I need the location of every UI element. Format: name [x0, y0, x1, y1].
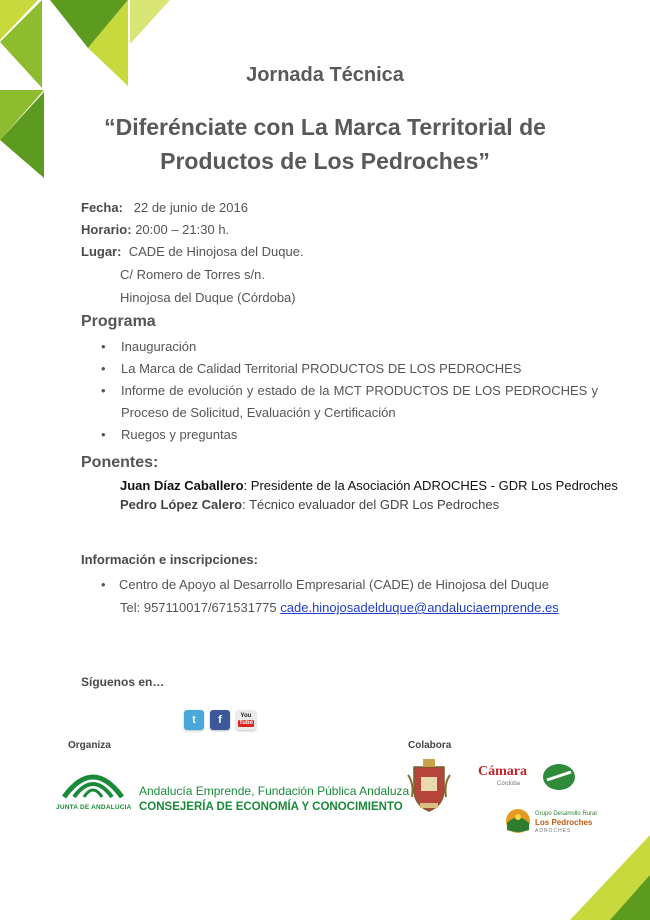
lugar-city: Hinojosa del Duque (Córdoba) — [120, 290, 296, 305]
lugar-address: C/ Romero de Torres s/n. — [120, 267, 265, 282]
informacion-list — [81, 574, 598, 596]
siguenos-label: Síguenos en… — [81, 675, 165, 689]
speaker-1-role: : Presidente de la Asociación ADROCHES - GDR Los Pedroches — [243, 478, 618, 493]
youtube-icon[interactable]: You Tube — [236, 710, 256, 730]
organiza-line-2: CONSEJERÍA DE ECONOMÍA Y CONOCIMIENTO — [139, 801, 403, 813]
fecha-row — [81, 200, 248, 215]
lugar-value: CADE de Hinojosa del Duque. — [128, 244, 304, 259]
speaker-1 — [120, 478, 618, 493]
organiza-line-1: Andalucía Emprende, Fundación Pública Andaluza — [139, 784, 410, 798]
junta-text: JUNTA DE ANDALUCIA — [56, 804, 132, 811]
junta-andalucia-logo — [60, 765, 126, 805]
contact-row — [120, 600, 559, 615]
lugar-label: Lugar: — [81, 244, 122, 259]
programa-item: • Inauguración — [81, 336, 598, 358]
horario-row — [81, 222, 229, 237]
informacion-heading: Información e inscripciones: — [81, 552, 258, 567]
fecha-value: 22 de junio de 2016 — [133, 200, 248, 215]
twitter-icon[interactable]: t — [184, 710, 204, 730]
green-badge-logo — [541, 762, 577, 792]
programa-list — [81, 336, 598, 446]
gdr-line-3: ADROCHES — [535, 828, 572, 834]
facebook-icon[interactable]: f — [210, 710, 230, 730]
programa-item: • Ruegos y preguntas — [81, 424, 598, 446]
camara-subtitle: Córdoba — [497, 781, 521, 787]
ponentes-heading: Ponentes: — [81, 454, 159, 471]
gdr-los-pedroches-logo — [504, 808, 532, 834]
speaker-2-role: : Técnico evaluador del GDR Los Pedroches — [242, 497, 500, 512]
social-links — [184, 710, 256, 730]
coat-of-arms-logo — [406, 757, 452, 813]
programa-heading: Programa — [81, 313, 156, 330]
organiza-label: Organiza — [68, 740, 111, 751]
subtitle-line-1: “Diferénciate con La Marca Territorial de — [104, 114, 546, 140]
horario-value: 20:00 – 21:30 h. — [135, 222, 230, 237]
colabora-label: Colabora — [408, 740, 452, 751]
email-link[interactable]: cade.hinojosadelduque@andaluciaemprende.es — [280, 600, 559, 615]
decorative-triangles-bottom — [560, 835, 650, 920]
informacion-item: • Centro de Apoyo al Desarrollo Empresarial (CADE) de Hinojosa del Duque — [81, 574, 598, 596]
speaker-1-name: Juan Díaz Caballero — [120, 478, 244, 493]
speaker-2 — [120, 497, 499, 512]
event-subtitle — [0, 110, 650, 178]
phone-text: Tel: 957110017/671531775 — [120, 600, 277, 615]
speaker-2-name: Pedro López Calero — [120, 497, 243, 512]
gdr-line-2: Los Pedroches — [535, 818, 593, 827]
gdr-line-1: Grupo Desarrollo Rural — [535, 811, 597, 817]
horario-label: Horario: — [81, 222, 132, 237]
lugar-row — [81, 244, 304, 259]
programa-item: • La Marca de Calidad Territorial PRODUCTOS DE LOS PEDROCHES — [81, 358, 598, 380]
camara-logo: Cámara — [478, 764, 527, 779]
fecha-label: Fecha: — [81, 200, 123, 215]
event-title: Jornada Técnica — [246, 64, 404, 86]
subtitle-line-2: Productos de Los Pedroches” — [160, 148, 490, 174]
programa-item: • Informe de evolución y estado de la MCT PRODUCTOS DE LOS PEDROCHES y — [81, 380, 598, 402]
programa-item-continuation: Proceso de Solicitud, Evaluación y Certificación — [121, 405, 396, 420]
